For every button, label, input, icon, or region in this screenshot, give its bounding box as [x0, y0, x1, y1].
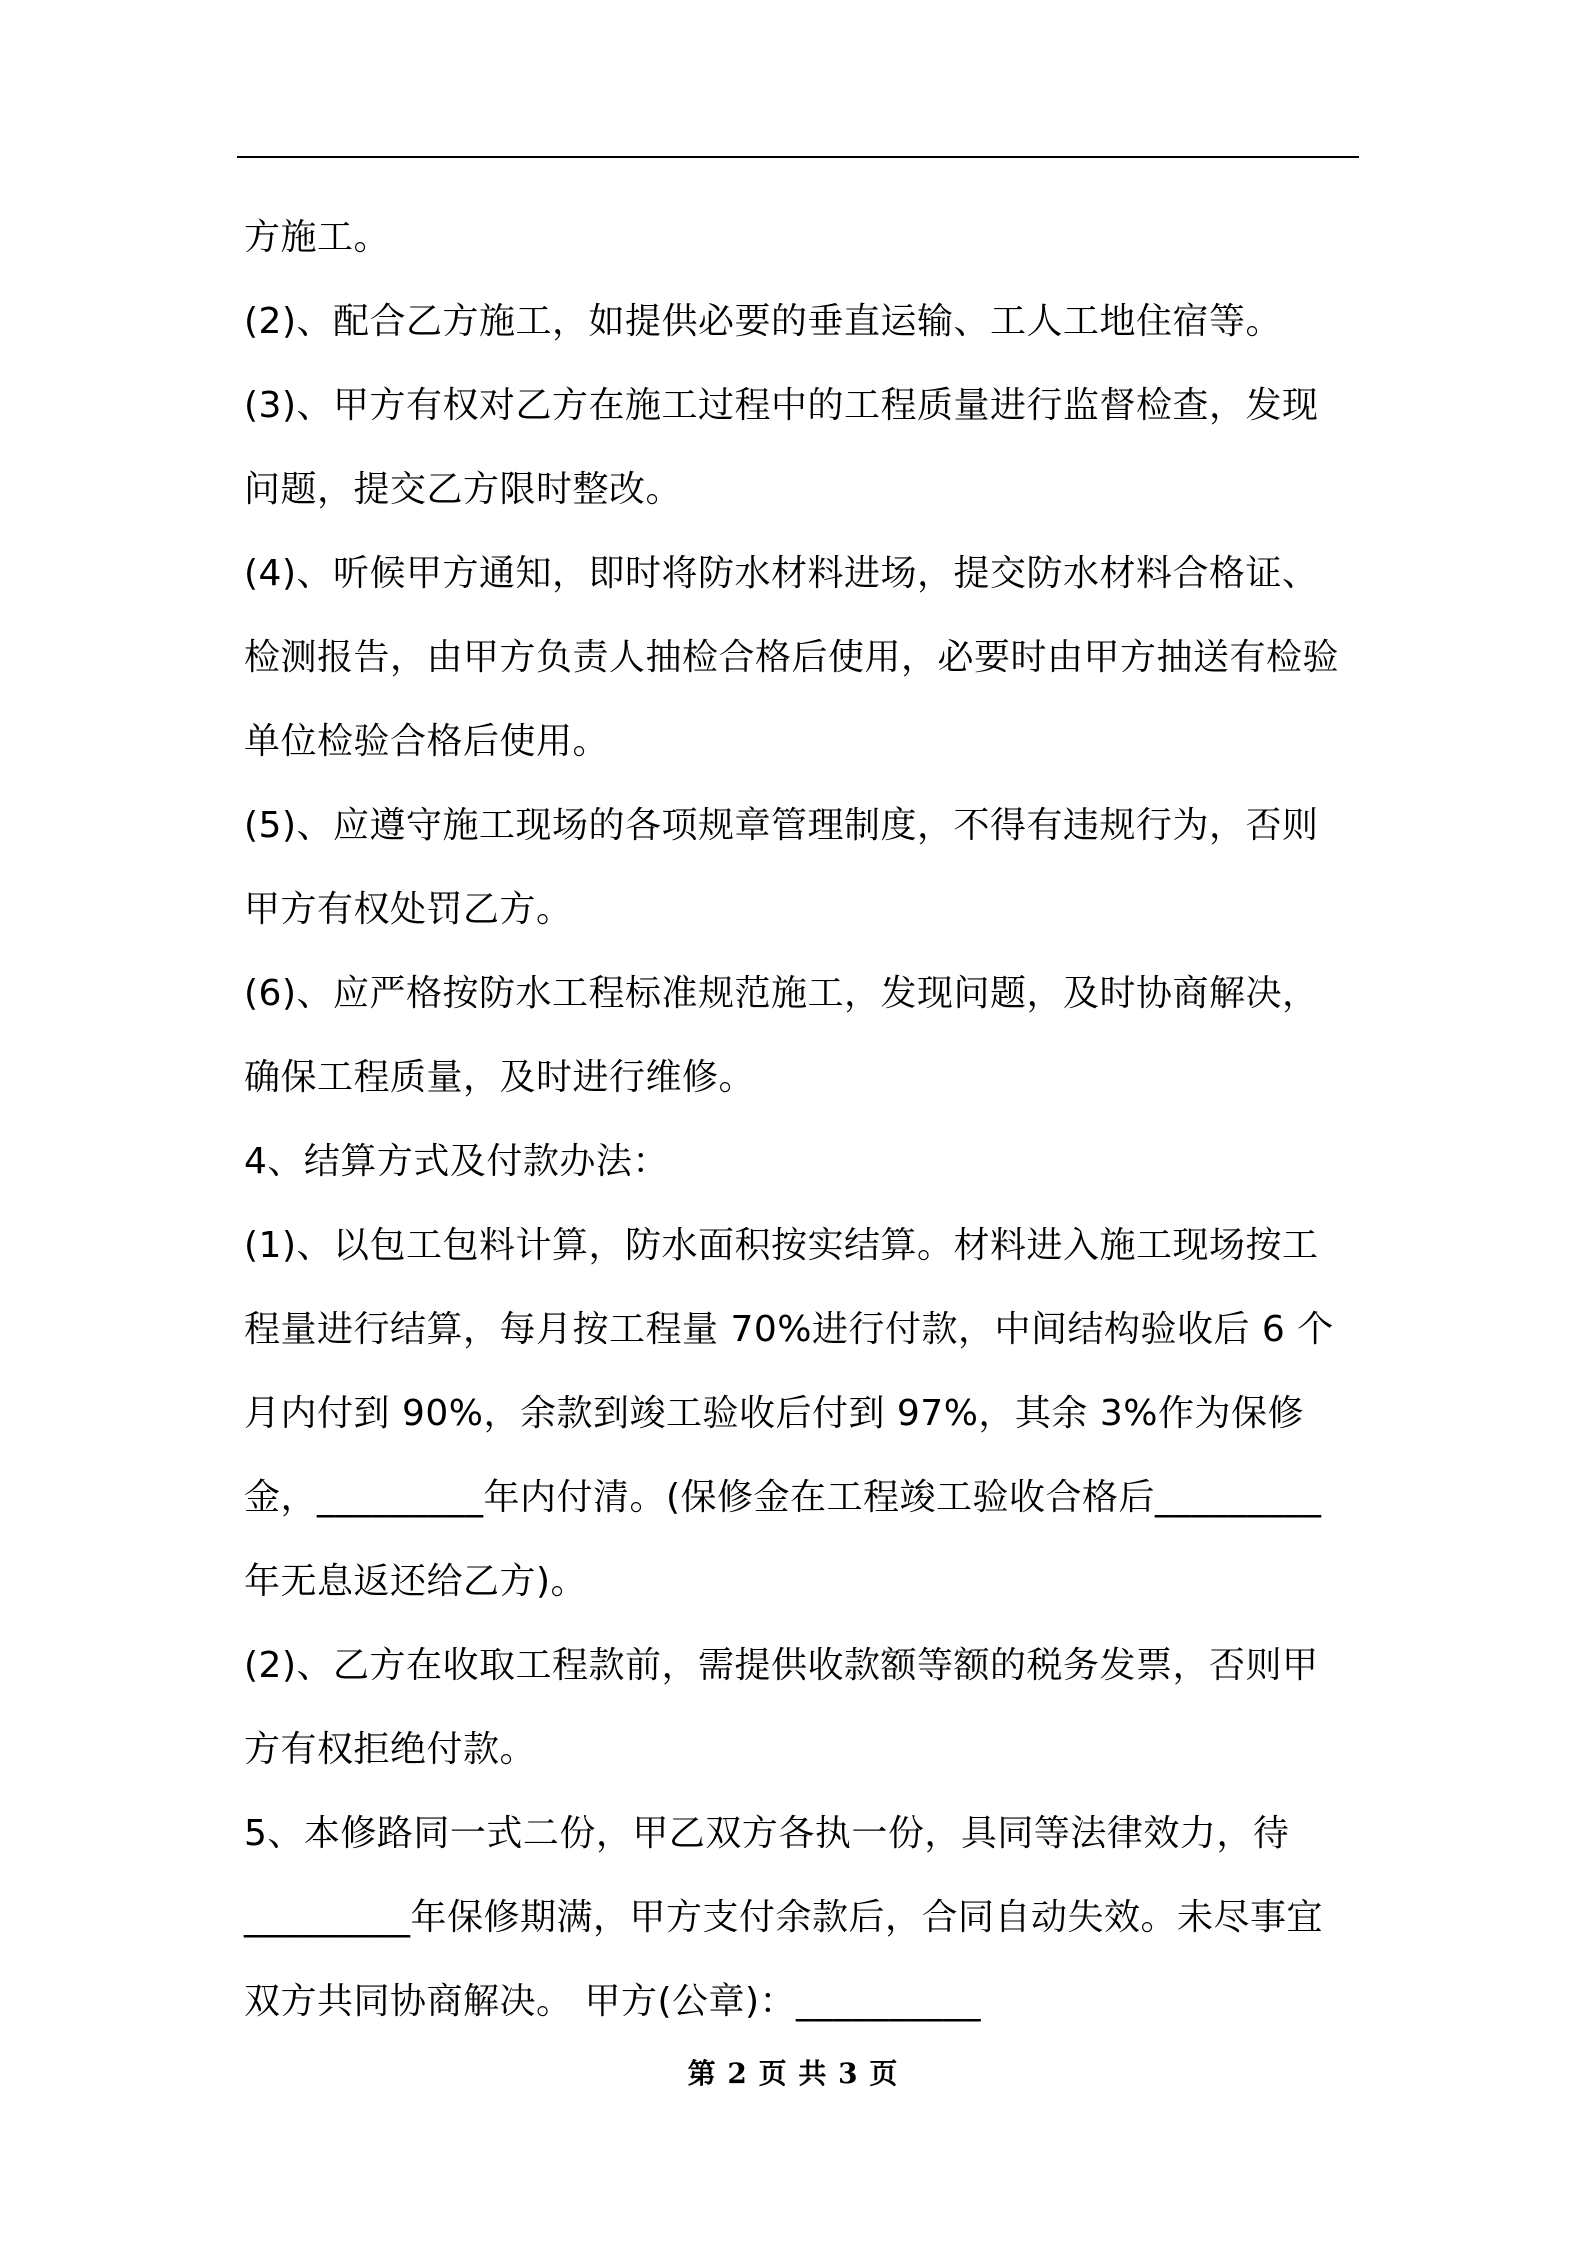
- text-line: (2)、乙方在收取工程款前，需提供收款额等额的税务发票，否则甲: [244, 1645, 1319, 1686]
- text-line: 单位检验合格后使用。: [244, 721, 610, 762]
- text-line: 金，_________年内付清。(保修金在工程竣工验收合格后_________: [244, 1477, 1322, 1518]
- text-line: 5、本修路同一式二份，甲乙双方各执一份，具同等法律效力，待: [244, 1813, 1290, 1854]
- text-line: 程量进行结算，每月按工程量 70%进行付款，中间结构验收后 6 个: [244, 1309, 1334, 1350]
- text-line: 方有权拒绝付款。: [244, 1729, 537, 1770]
- text-line: (3)、甲方有权对乙方在施工过程中的工程质量进行监督检查，发现: [244, 385, 1319, 426]
- header-divider: [237, 156, 1359, 158]
- text-line: (6)、应严格按防水工程标准规范施工，发现问题，及时协商解决，: [244, 973, 1319, 1014]
- text-line: (1)、以包工包料计算，防水面积按实结算。材料进入施工现场按工: [244, 1225, 1319, 1266]
- text-line: 方施工。: [244, 217, 391, 258]
- text-line: 双方共同协商解决。 甲方(公章)：__________: [244, 1981, 982, 2022]
- text-line: 甲方有权处罚乙方。: [244, 889, 573, 930]
- text-line: (4)、听候甲方通知，即时将防水材料进场，提交防水材料合格证、: [244, 553, 1319, 594]
- text-line: 年无息返还给乙方)。: [244, 1561, 588, 1602]
- section-heading: 4、结算方式及付款办法：: [244, 1141, 669, 1182]
- text-line: 月内付到 90%，余款到竣工验收后付到 97%，其余 3%作为保修: [244, 1393, 1304, 1434]
- text-line: 确保工程质量，及时进行维修。: [244, 1057, 756, 1098]
- text-line: _________年保修期满，甲方支付余款后，合同自动失效。未尽事宜: [244, 1897, 1324, 1938]
- text-line: 检测报告，由甲方负责人抽检合格后使用，必要时由甲方抽送有检验: [244, 637, 1340, 678]
- contract-body: [244, 196, 1356, 2044]
- page-number: 第 2 页 共 3 页: [687, 2057, 899, 2090]
- text-line: (2)、配合乙方施工，如提供必要的垂直运输、工人工地住宿等。: [244, 301, 1282, 342]
- text-line: 问题，提交乙方限时整改。: [244, 469, 683, 510]
- text-line: (5)、应遵守施工现场的各项规章管理制度，不得有违规行为，否则: [244, 805, 1319, 846]
